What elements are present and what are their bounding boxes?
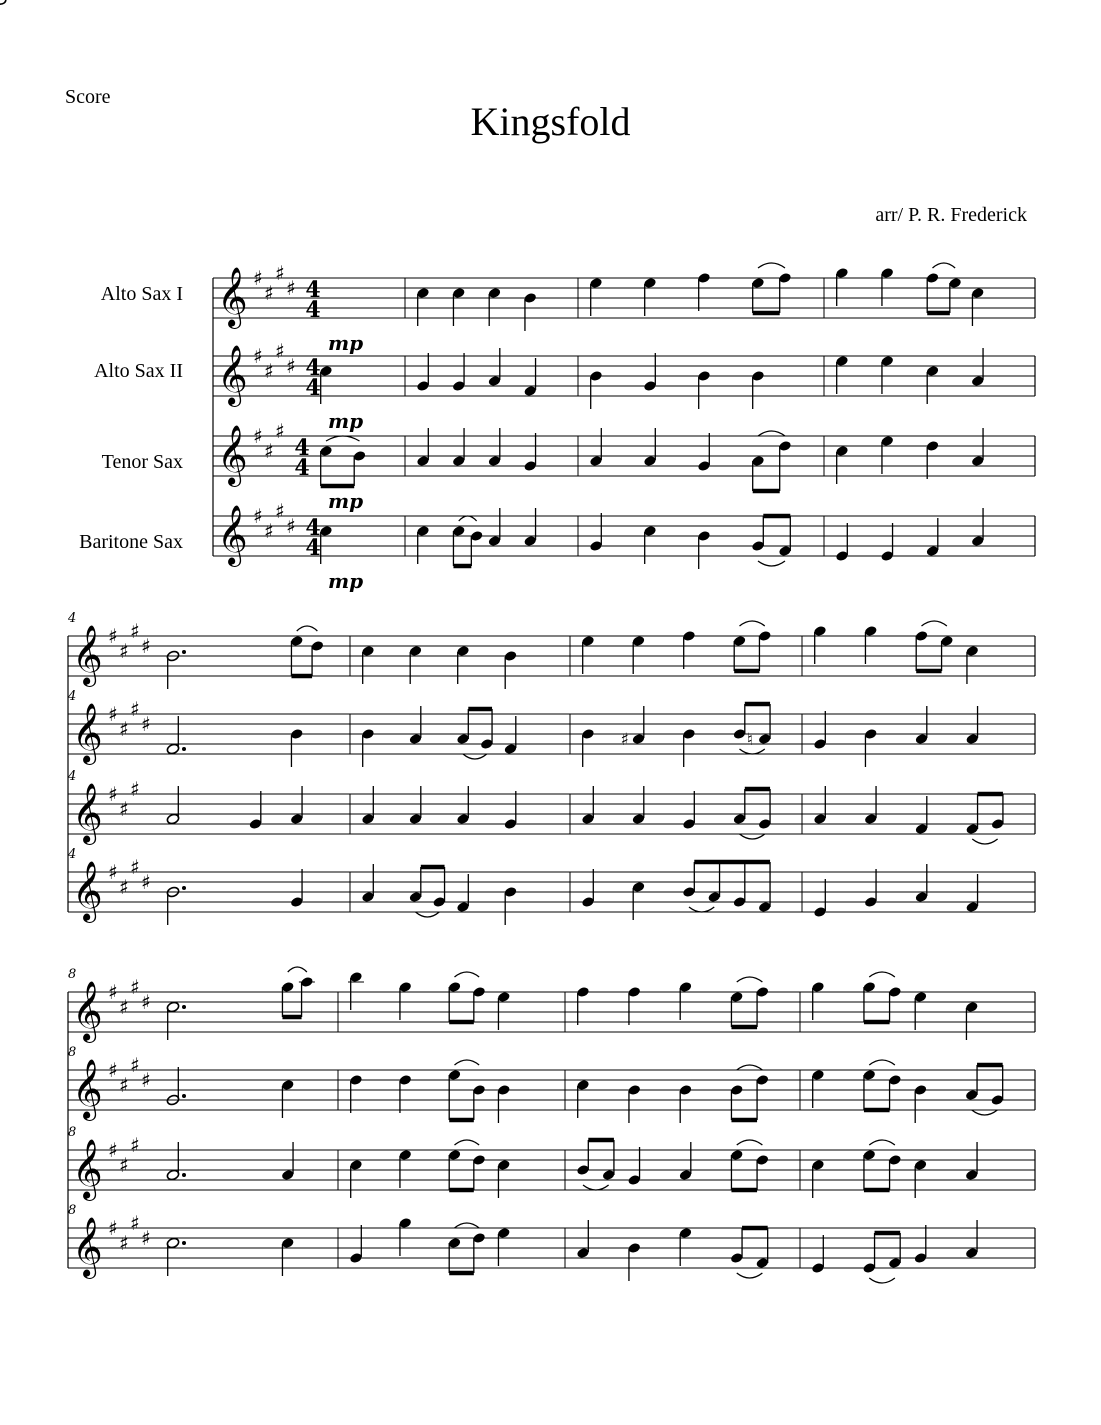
slur [455, 1223, 480, 1228]
key-sharp-icon: ♯ [286, 354, 296, 378]
measure-number: 8 [68, 1125, 77, 1140]
key-sharp-icon: ♯ [130, 777, 140, 801]
key-sharp-icon: ♯ [275, 339, 285, 363]
slur [455, 1060, 480, 1065]
measure-number: 4 [68, 689, 77, 704]
slur [922, 621, 947, 626]
time-signature-bottom: 4 [305, 297, 321, 323]
staff-alto-sax-2 [68, 1060, 1035, 1123]
staff-tenor-sax [68, 1140, 1035, 1198]
measure-number: 8 [68, 1203, 77, 1218]
instrument-label-tenor-sax: Tenor Sax [101, 451, 183, 473]
key-sharp-icon: ♯ [275, 419, 285, 443]
key-sharp-icon: ♯ [108, 1138, 118, 1162]
slur [972, 839, 997, 844]
slur [869, 1060, 895, 1065]
key-sharp-icon: ♯ [141, 712, 151, 736]
key-sharp-icon: ♯ [130, 1211, 140, 1235]
slur [416, 912, 440, 917]
dynamic-mp: mp [328, 489, 364, 513]
key-sharp-icon: ♯ [253, 266, 263, 290]
key-sharp-icon: ♯ [108, 1058, 118, 1082]
key-sharp-icon: ♯ [108, 1216, 118, 1240]
dynamic-mp: mp [328, 569, 364, 593]
key-sharp-icon: ♯ [130, 975, 140, 999]
key-sharp-icon: ♯ [286, 514, 296, 538]
key-sharp-icon: ♯ [275, 499, 285, 523]
augmentation-dot [182, 1241, 186, 1245]
slur [740, 621, 765, 626]
measure-number: 4 [68, 847, 77, 862]
treble-clef-icon: 𝄞 [72, 981, 103, 1041]
staff-alto-sax-1 [0, 0, 1035, 331]
treble-clef-icon: 𝄞 [217, 505, 248, 565]
key-sharp-icon: ♯ [119, 1231, 129, 1255]
key-sharp-icon: ♯ [141, 1226, 151, 1250]
key-sharp-icon: ♯ [141, 634, 151, 658]
slur [455, 972, 480, 977]
slur [758, 431, 785, 436]
slur [583, 1185, 609, 1190]
key-sharp-icon: ♯ [264, 439, 274, 463]
measure-number: 8 [68, 1045, 77, 1060]
instrument-label-alto-sax-2: Alto Sax II [94, 360, 183, 382]
treble-clef-icon: 𝄞 [72, 861, 103, 921]
key-sharp-icon: ♯ [275, 261, 285, 285]
key-sharp-icon: ♯ [130, 619, 140, 643]
system-3 [68, 967, 1035, 1283]
staff-baritone-sax [68, 862, 1035, 925]
slur [758, 561, 785, 566]
key-sharp-icon: ♯ [141, 870, 151, 894]
key-sharp-icon: ♯ [130, 697, 140, 721]
treble-clef-icon: 𝄞 [72, 1059, 103, 1119]
key-sharp-icon: ♯ [264, 359, 274, 383]
slur [933, 263, 956, 268]
time-signature-bottom: 4 [294, 455, 310, 481]
slur [758, 263, 785, 268]
slur [288, 967, 307, 972]
slur [869, 1140, 895, 1145]
slur [297, 626, 318, 631]
key-sharp-icon: ♯ [119, 717, 129, 741]
time-signature-bottom: 4 [305, 375, 321, 401]
dynamic-mp: mp [328, 331, 364, 355]
key-sharp-icon: ♯ [108, 624, 118, 648]
augmentation-dot [182, 1173, 186, 1177]
slur [459, 516, 477, 521]
key-sharp-icon: ♯ [108, 860, 118, 884]
time-signature-top: 4 [294, 435, 310, 461]
staff-tenor-sax [213, 428, 1035, 491]
treble-clef-icon: 𝄞 [217, 345, 248, 405]
slur [869, 972, 895, 977]
augmentation-dot [182, 1005, 186, 1009]
key-sharp-icon: ♯ [119, 639, 129, 663]
arranger-credit: arr/ P. R. Frederick [875, 204, 1027, 226]
treble-clef-icon: 𝄞 [72, 1217, 103, 1277]
slur [740, 834, 765, 839]
staff-alto-sax-2 [213, 348, 1035, 409]
key-sharp-icon: ♯ [253, 424, 263, 448]
time-signature-bottom: 4 [305, 535, 321, 561]
treble-clef-icon: 𝄞 [72, 783, 103, 843]
staff-baritone-sax [213, 508, 1035, 569]
treble-clef-icon: 𝄞 [72, 625, 103, 685]
sharp-icon: ♯ [620, 730, 629, 750]
key-sharp-icon: ♯ [108, 702, 118, 726]
key-sharp-icon: ♯ [253, 504, 263, 528]
time-signature-top: 4 [305, 277, 321, 303]
slur [737, 1140, 763, 1145]
key-sharp-icon: ♯ [253, 344, 263, 368]
augmentation-dot [182, 1094, 186, 1098]
measure-number: 4 [68, 769, 77, 784]
key-sharp-icon: ♯ [264, 281, 274, 305]
treble-clef-icon: 𝄞 [72, 1139, 103, 1199]
staff-alto-sax-2 [68, 704, 1035, 767]
key-sharp-icon: ♯ [108, 782, 118, 806]
augmentation-dot [182, 886, 186, 890]
key-sharp-icon: ♯ [119, 995, 129, 1019]
natural-icon: ♮ [746, 730, 753, 750]
instrument-label-alto-sax-1: Alto Sax I [100, 283, 183, 305]
time-signature-top: 4 [305, 355, 321, 381]
staff-alto-sax-1 [68, 967, 1035, 1040]
measure-number: 8 [68, 967, 77, 982]
slur [869, 1278, 895, 1283]
staff-alto-sax-1 [68, 621, 1035, 689]
staff-baritone-sax [68, 1217, 1035, 1283]
slur [689, 907, 714, 912]
score-label: Score [65, 86, 111, 108]
treble-clef-icon: 𝄞 [217, 425, 248, 485]
key-sharp-icon: ♯ [108, 980, 118, 1004]
key-sharp-icon: ♯ [141, 990, 151, 1014]
key-sharp-icon: ♯ [119, 1073, 129, 1097]
time-signature-top: 4 [305, 515, 321, 541]
slur [972, 1110, 998, 1115]
augmentation-dot [182, 747, 186, 751]
staff-tenor-sax [68, 786, 1035, 844]
system-1 [0, 0, 1035, 569]
dynamic-mp: mp [328, 409, 364, 433]
slur [737, 1273, 763, 1278]
measure-number: 4 [68, 611, 77, 626]
system-2 [68, 621, 1035, 925]
page-title: Kingsfold [470, 99, 631, 144]
slur [737, 1065, 763, 1070]
key-sharp-icon: ♯ [119, 1153, 129, 1177]
notehead [0, 0, 6, 4]
key-sharp-icon: ♯ [130, 1133, 140, 1157]
slur [463, 754, 487, 759]
key-sharp-icon: ♯ [130, 855, 140, 879]
treble-clef-icon: 𝄞 [72, 703, 103, 763]
key-sharp-icon: ♯ [286, 276, 296, 300]
slur [455, 1140, 480, 1145]
key-sharp-icon: ♯ [130, 1053, 140, 1077]
key-sharp-icon: ♯ [119, 875, 129, 899]
key-sharp-icon: ♯ [119, 797, 129, 821]
key-sharp-icon: ♯ [141, 1068, 151, 1092]
augmentation-dot [182, 650, 186, 654]
slur [326, 436, 360, 441]
instrument-label-baritone-sax: Baritone Sax [79, 531, 183, 553]
slur [737, 977, 763, 982]
treble-clef-icon: 𝄞 [217, 267, 248, 327]
key-sharp-icon: ♯ [264, 519, 274, 543]
